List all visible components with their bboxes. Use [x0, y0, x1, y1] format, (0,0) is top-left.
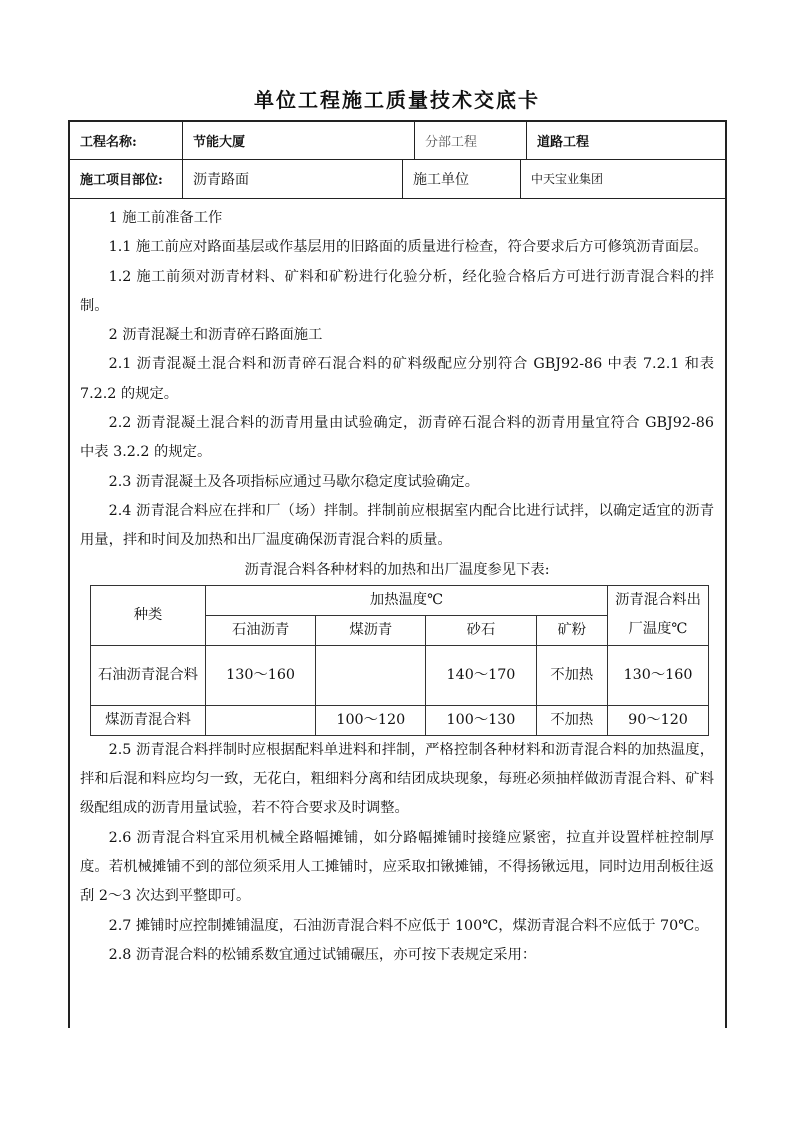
cell: 100～120 — [316, 705, 426, 735]
paragraph: 1 施工前准备工作 — [108, 210, 223, 226]
cell: 130～160 — [608, 645, 709, 705]
cell: 140～170 — [426, 645, 536, 705]
paragraph: 2 沥青混凝土和沥青碎石路面施工 — [108, 327, 323, 344]
content-body — [80, 204, 714, 970]
paragraph: 2.2 沥青混凝土混合料的沥青用量由试验确定，沥青碎石混合料的沥青用量宜符合 GBJ92-86 中表 3.2.2 的规定。 — [80, 415, 714, 461]
paragraph: 2.7 摊铺时应控制摊铺温度，石油沥青混合料不应低于 100℃，煤沥青混合料不应低于 70℃。 — [108, 917, 709, 934]
cell: 煤沥青混合料 — [91, 705, 206, 735]
cell — [316, 645, 426, 705]
table-row — [91, 645, 709, 705]
part-label: 施工项目部位: — [80, 173, 163, 188]
row-project — [70, 122, 725, 160]
sub-header: 矿粉 — [536, 615, 607, 645]
part: 沥青路面 — [182, 159, 402, 198]
unit: 中天宝业集团 — [520, 159, 725, 198]
project-name-label: 工程名称: — [80, 135, 137, 150]
paragraph: 2.4 沥青混合料应在拌和厂（场）拌制。拌制前应根据室内配合比进行试拌，以确定适宜的沥青用量，拌和时间及加热和出厂温度确保沥青混合料的质量。 — [80, 502, 714, 549]
cell: 不加热 — [536, 705, 607, 735]
paragraph: 2.1 沥青混凝土混合料和沥青碎石混合料的矿料级配应分别符合 GBJ92-86 中表 7.2.1 和表 7.2.2 的规定。 — [80, 356, 714, 402]
project-name: 节能大厦 — [182, 122, 414, 159]
header-heat: 加热温度℃ — [206, 585, 608, 615]
header-out: 沥青混合料出厂温度℃ — [608, 585, 709, 645]
paragraph: 2.5 沥青混合料拌制时应根据配料单进料和拌制，严格控制各种材料和沥青混合料的加热温度，拌和后混和料应均匀一致，无花白，粗细料分离和结团成块现象，每班必须抽样做沥青混合料、矿料级配组成的沥青用量试验，若不符合要求及时调整。 — [80, 741, 714, 817]
table-row — [91, 705, 709, 735]
handover-card — [68, 120, 727, 1028]
paragraph: 2.3 沥青混凝土及各项指标应通过马歇尔稳定度试验确定。 — [108, 473, 479, 490]
sub-header: 石油沥青 — [206, 615, 316, 645]
cell: 石油沥青混合料 — [91, 645, 206, 705]
table-caption: 沥青混合料各种材料的加热和出厂温度参见下表: — [244, 561, 550, 578]
paragraph: 1.1 施工前应对路面基层或作基层用的旧路面的质量进行检查，符合要求后方可修筑沥青面层。 — [108, 239, 708, 256]
sub-project-label: 分部工程 — [414, 122, 526, 159]
paragraph: 1.2 施工前须对沥青材料、矿料和矿粉进行化验分析，经化验合格后方可进行沥青混合料的拌制。 — [80, 268, 714, 314]
cell — [206, 705, 316, 735]
page-title: 单位工程施工质量技术交底卡 — [254, 88, 540, 112]
cell: 100～130 — [426, 705, 536, 735]
cell: 130～160 — [206, 645, 316, 705]
header-kind: 种类 — [91, 585, 206, 645]
temperature-table — [90, 585, 709, 736]
cell: 不加热 — [536, 645, 607, 705]
row-part — [70, 159, 725, 199]
cell: 90～120 — [608, 705, 709, 735]
unit-label: 施工单位 — [402, 159, 520, 198]
sub-project: 道路工程 — [526, 122, 725, 159]
sub-header: 煤沥青 — [316, 615, 426, 645]
sub-header: 砂石 — [426, 615, 536, 645]
paragraph: 2.8 沥青混合料的松铺系数宜通过试铺碾压，亦可按下表规定采用： — [108, 946, 537, 963]
paragraph: 2.6 沥青混合料宜采用机械全路幅摊铺，如分路幅摊铺时接缝应紧密，拉直并设置样桩控制厚度。若机械摊铺不到的部位须采用人工摊铺时，应采取扣锹摊铺，不得扬锹远甩，同时边用刮板往返刮 2～3 次达到平整即可。 — [80, 829, 714, 905]
